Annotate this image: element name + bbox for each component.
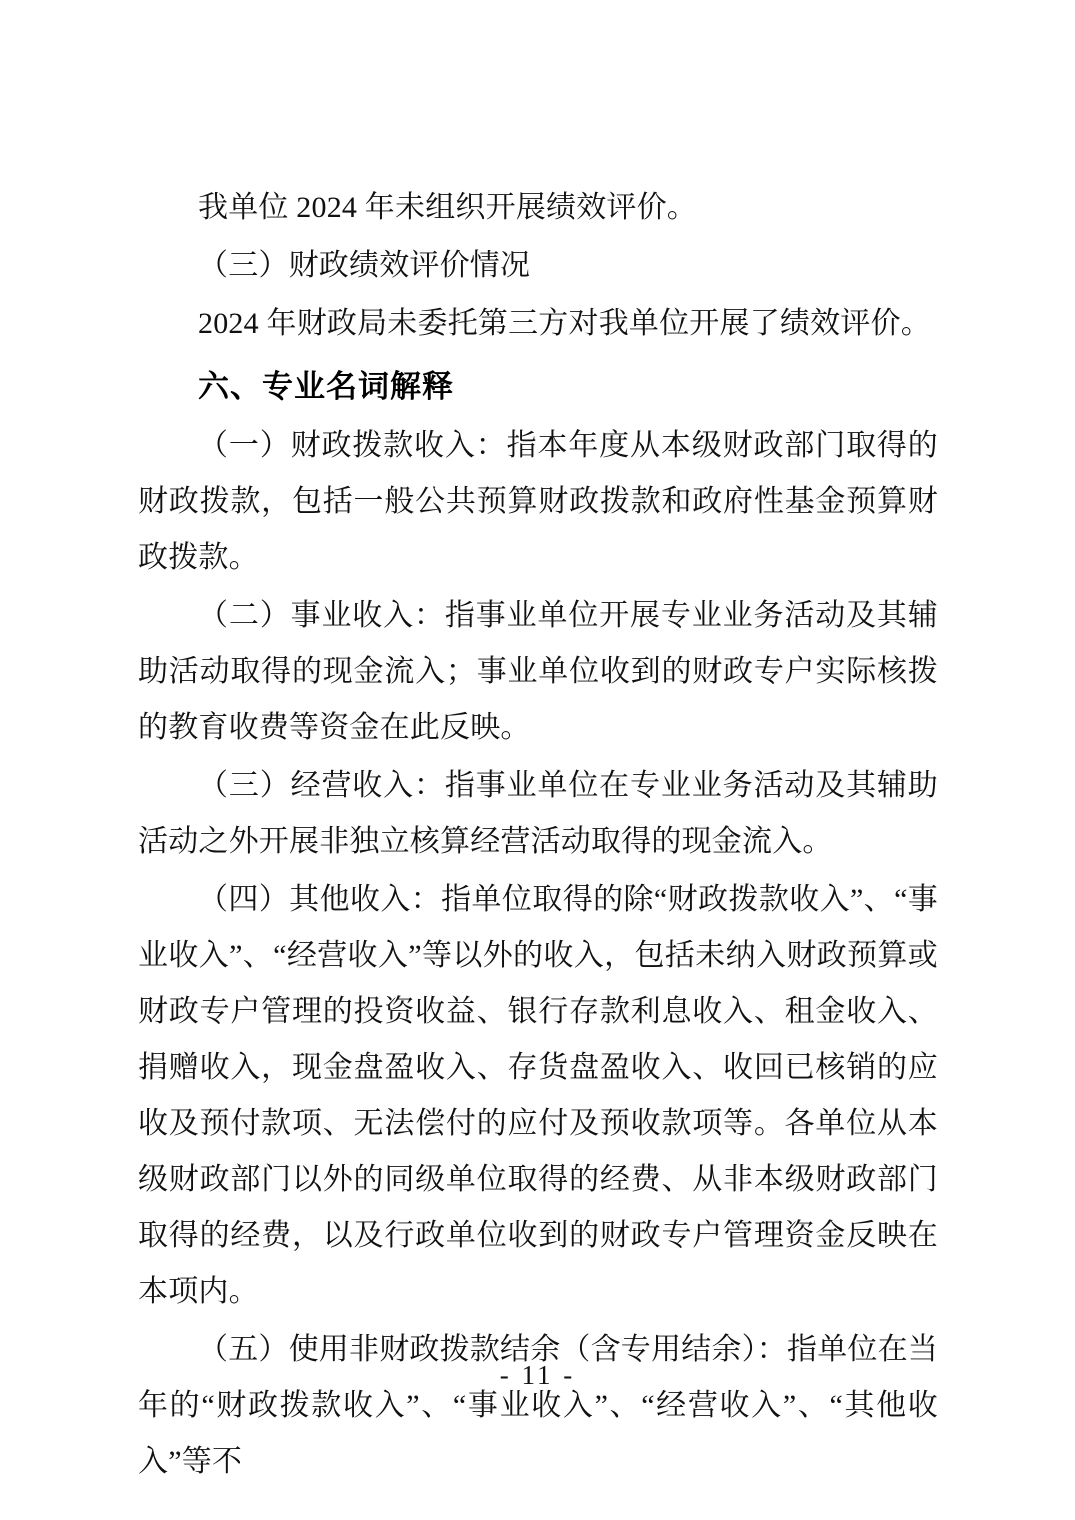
para-performance-eval-none: 我单位 2024 年未组织开展绩效评价。 bbox=[198, 191, 697, 224]
page-number: - 11 - bbox=[499, 1360, 576, 1390]
para-section-three-title: （三）财政绩效评价情况 bbox=[198, 249, 531, 282]
para-term-other-income: （四）其他收入：指单位取得的除“财政拨款收入”、“事业收入”、“经营收入”等以外的收入，包括未纳入财政预算或财政专户管理的投资收益、银行存款利息收入、租金收入、捐赠收入，现金盘盈收入、存货盘盈收入、收回已核销的应收及预付款项、无法偿付的应付及预收款项等。各单位从本级财政部门以外的同级单位取得的经费、从非本级财政部门取得的经费，以及行政单位收到的财政专户管理资金反映在本项内。 bbox=[138, 883, 938, 1308]
para-term-fiscal-appropriation-income: （一）财政拨款收入：指本年度从本级财政部门取得的财政拨款，包括一般公共预算财政拨款和政府性基金预算财政拨款。 bbox=[138, 429, 938, 574]
document-body bbox=[138, 180, 938, 1492]
para-term-business-income: （二）事业收入：指事业单位开展专业业务活动及其辅助活动取得的现金流入；事业单位收到的财政专户实际核拨的教育收费等资金在此反映。 bbox=[138, 599, 938, 744]
para-finance-bureau-eval: 2024 年财政局未委托第三方对我单位开展了绩效评价。 bbox=[198, 307, 931, 340]
para-term-use-non-fiscal-surplus: （五）使用非财政拨款结余（含专用结余）：指单位在当年的“财政拨款收入”、“事业收入”、“经营收入”、“其他收入”等不 bbox=[138, 1333, 938, 1478]
para-term-operating-income: （三）经营收入：指事业单位在专业业务活动及其辅助活动之外开展非独立核算经营活动取得的现金流入。 bbox=[138, 769, 938, 858]
heading-six-terms: 六、专业名词解释 bbox=[198, 369, 454, 404]
